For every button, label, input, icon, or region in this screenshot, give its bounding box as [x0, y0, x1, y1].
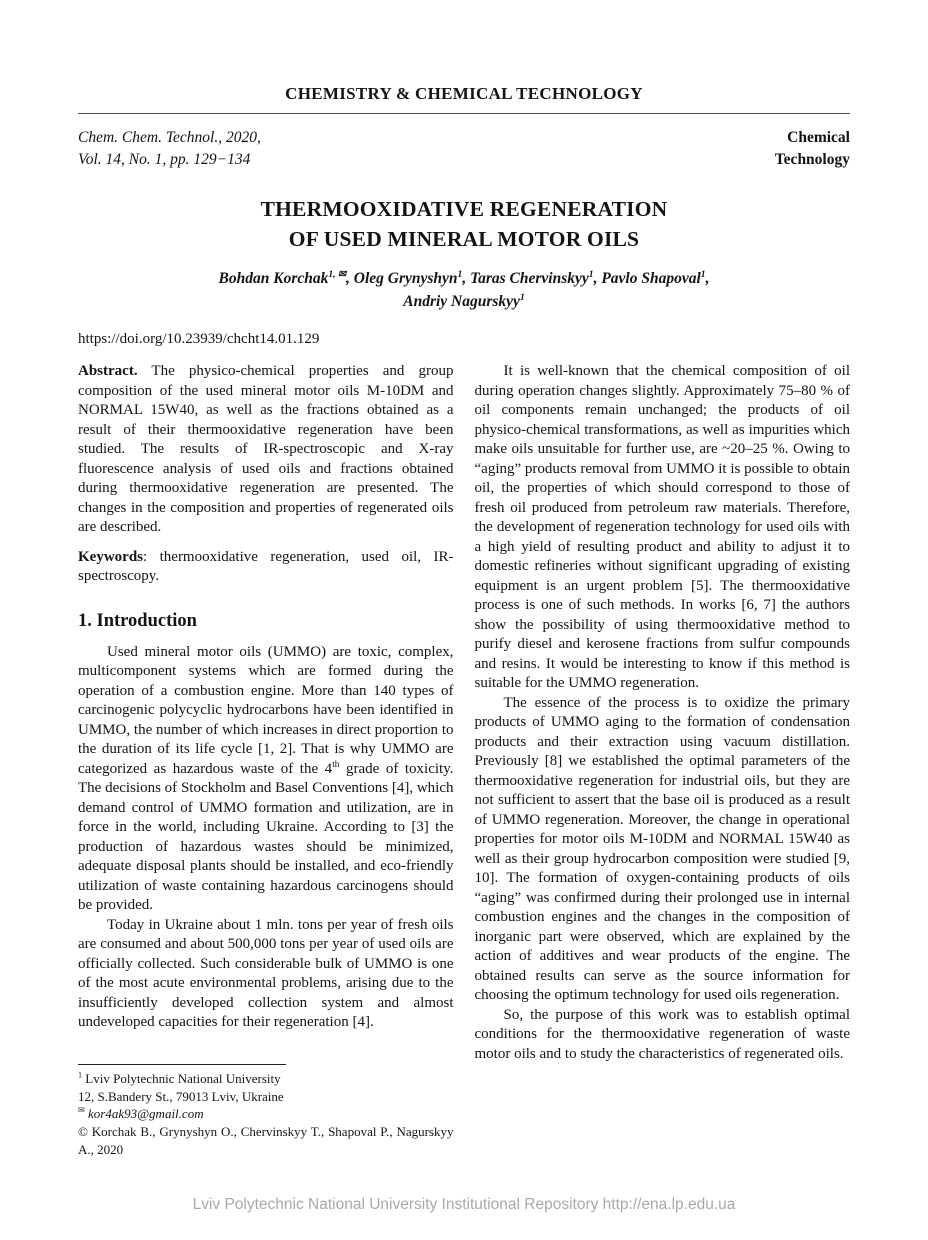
author-affiliation-mark: 1: [700, 269, 706, 281]
ordinal-superscript: th: [332, 759, 340, 770]
repository-stamp: Lviv Polytechnic National University Institutional Repository http://ena.lp.edu.ua: [192, 1196, 736, 1213]
authors-line-1: [78, 268, 850, 290]
journal-name: CHEMISTRY & CHEMICAL TECHNOLOGY: [285, 84, 643, 103]
affiliation-line-1: [78, 1070, 454, 1088]
right-paragraph-1: It is well-known that the chemical composition of oil during operation changes slightly. Approximately 75–80 % of oil components remain unchanged; the products of oil physico-chemical transformations, as well as impurities which make oils unsuitable for further use, are ~20–25 %. Owing to “aging” products removal from UMMO it is possible to obtain oil, the properties of which should correspond to those of fresh oil produced from petroleum raw materials. Therefore, the development of regeneration technology for used oils with a high yield of resulting product and ability to adjust it to domestic refineries without significant upgrading of existing equipment is an urgent problem [5]. The thermooxidative process is one of such methods. In works [6, 7] the authors show the possibility of using thermooxidative method to purify diesel and kerosene fractions from sulfur compounds and resins. It would be interesting to know if this method is suitable for the UMMO regeneration.: [474, 363, 850, 692]
footnote: [78, 1064, 454, 1158]
keywords-text: : thermooxidative regeneration, used oil, IR-spectroscopy.: [78, 548, 454, 585]
citation-line-2: Vol. 14, No. 1, pp. 129−134: [78, 151, 251, 168]
authors-line-2: [78, 291, 850, 313]
author-affiliation-mark: 1, ✉: [328, 269, 346, 281]
author-affiliation-mark: 1: [457, 269, 463, 281]
intro-paragraph-1: [78, 643, 454, 916]
author-affiliation-mark: 1: [519, 291, 525, 303]
header-rule: [78, 113, 850, 114]
abstract: [78, 362, 454, 538]
article-title: [78, 195, 850, 254]
abstract-text: The physico-chemical properties and group composition of the used mineral motor oils M-10DM and NORMAL 15W40, as well as the fractions obtained as a result of their thermooxidative regeneration have been studied. The results of IR-spectroscopic and X-ray fluorescence analysis of used oils and fractions obtained during thermooxidative regeneration are presented. The changes in the composition and properties of regenerated oils are described.: [78, 363, 454, 536]
left-column: [78, 362, 454, 1158]
keywords-label: Keywords: [78, 548, 143, 565]
intro-paragraph-1-text: Used mineral motor oils (UMMO) are toxic, complex, multicomponent systems which are formed during the operation of a combustion engine. More than 140 types of carcinogenic polycyclic hydrocarbons have been identified in UMMO, the number of which increases in direct proportion to the duration of its life cycle [1, 2]. That is why UMMO are categorized as hazardous waste of the 4: [78, 643, 454, 777]
envelope-icon: ✉: [78, 1105, 85, 1115]
right-column: [475, 362, 851, 1158]
corresponding-email[interactable]: kor4ak93@gmail.com: [84, 1106, 204, 1122]
affiliation-line-2: 12, S.Bandery St., 79013 Lviv, Ukraine: [78, 1088, 284, 1104]
footnote-rule: [78, 1064, 286, 1065]
email-line: [78, 1105, 454, 1123]
affiliation-name: Lviv Polytechnic National University: [82, 1070, 281, 1086]
author: Andriy Nagurskyy: [403, 292, 520, 310]
affiliation-mark: 1: [78, 1070, 83, 1080]
keywords: [78, 548, 454, 587]
author: , Taras Chervinskyy: [462, 270, 589, 288]
author-affiliation-mark: 1: [588, 269, 594, 281]
abstract-label: Abstract.: [78, 363, 138, 380]
citation-line-1: Chem. Chem. Technol., 2020,: [78, 129, 261, 146]
doi-link[interactable]: https://doi.org/10.23939/chcht14.01.129: [78, 331, 320, 348]
intro-paragraph-2: Today in Ukraine about 1 mln. tons per year of fresh oils are consumed and about 500,000 tons per year of used oils are officially collected. Such considerable bulk of UMMO is one of the most acute environmental problems, arising due to the insufficiently developed collection system and almost undeveloped capacities for their regeneration [4].: [78, 916, 454, 1031]
right-paragraph-3: So, the purpose of this work was to establish optimal conditions for the thermooxidative regeneration of waste motor oils and to study the characteristics of regenerated oils.: [474, 1006, 850, 1062]
section-line-1: Chemical: [787, 129, 850, 146]
article-body: [78, 362, 850, 1158]
copyright-line: © Korchak B., Grynyshyn O., Chervinskyy T., Shapoval P., Nagurskyy A., 2020: [78, 1123, 454, 1157]
authors: [78, 268, 850, 313]
section-line-2: Technology: [774, 151, 850, 168]
author-separator: ,: [705, 270, 710, 288]
citation-row: [78, 127, 850, 171]
section-heading-introduction: 1. Introduction: [78, 610, 197, 631]
right-paragraph-2: The essence of the process is to oxidize the primary products of UMMO aging to the formation of condensation products and their extraction using vacuum distillation. Previously [8] we established the optimal parameters of the thermooxidative regeneration for industrial oils, but they are not sufficient to assert that the base oil is produced as a result of UMMO regeneration. Moreover, the change in operational properties for motor oils M-10DM and NORMAL 15W40 as well as their group hydrocarbon composition were studied [9, 10]. The formation of oxygen-containing products of oils “aging” was confirmed during their prolonged use in internal combustion engines and the changes in the composition of inorganic part were observed, which are explained by the action of additives and wear products of the engine. The obtained results can serve as the source information for choosing the optimum technology for used oils regeneration.: [474, 694, 850, 1004]
title-line-1: THERMOOXIDATIVE REGENERATION: [260, 197, 668, 221]
author: , Oleg Grynyshyn: [346, 270, 458, 288]
title-line-2: OF USED MINERAL MOTOR OILS: [288, 226, 640, 251]
citation-info: [78, 127, 261, 171]
author: Bohdan Korchak: [218, 270, 329, 288]
author: , Pavlo Shapoval: [593, 270, 701, 288]
intro-paragraph-1-text: grade of toxicity. The decisions of Stockholm and Basel Conventions [4], which demand control of UMMO formation and utilization, are in force in the world, including Ukraine. According to [3] the production of hazardous wastes should be minimized, adequate disposal plants should be installed, and eco-friendly utilization of waste containing hazardous carcinogens should be provided.: [78, 760, 454, 914]
journal-section: [775, 127, 850, 171]
